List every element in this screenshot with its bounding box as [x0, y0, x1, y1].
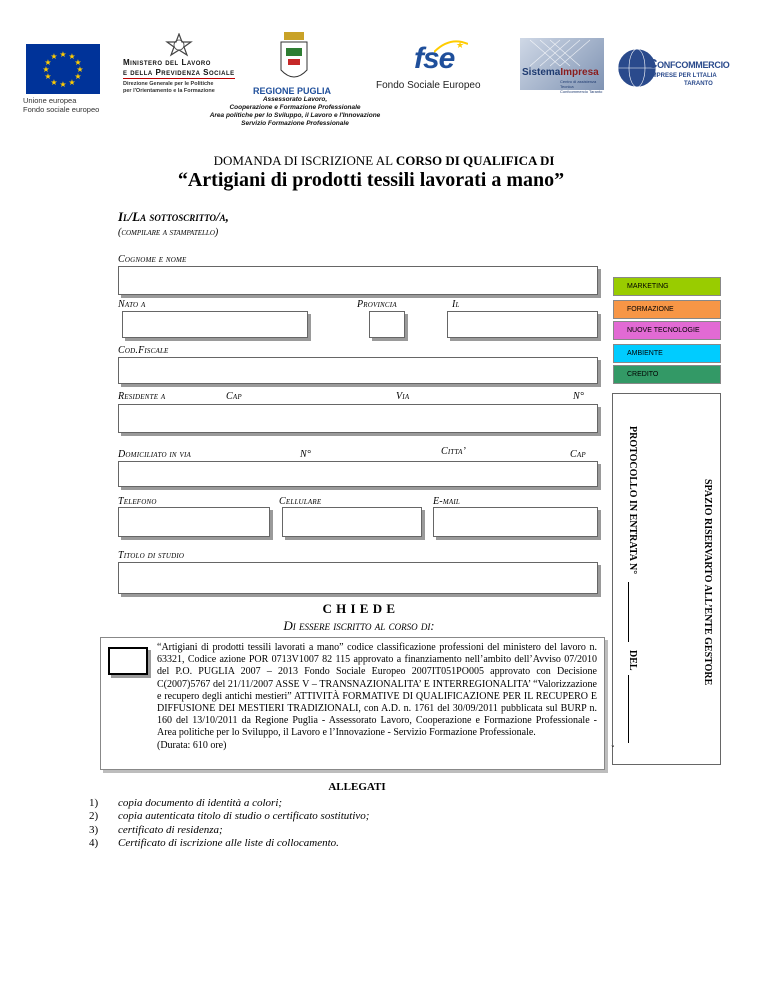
nato-a-input[interactable]: [122, 311, 308, 338]
fse-caption: Fondo Sociale Europeo: [376, 80, 481, 91]
course-checkbox[interactable]: [108, 647, 148, 675]
form-title: DOMANDA DI ISCRIZIONE AL CORSO DI QUALIFICA DI: [213, 153, 555, 168]
svg-text:★: ★: [74, 58, 82, 67]
category-ambiente: AMBIENTE: [613, 344, 721, 363]
category-formazione: FORMAZIONE: [613, 300, 721, 319]
course-description-text: “Artigiani di prodotti tessili lavorati a mano” codice classificazione professioni del ministero del lavoro n. 63321, Codice azione POR 0713V1007 82 115 approvato a finanziamento nell’ambito dell’Avviso 07/2010 del P.O. PUGLIA 2007 – 2013 Fondo Sociale Europeo 2007IT051PO005 approvato con Decisione C(2007)5767 del 21/11/2007 ASSE V – TRANSNAZIONALITA’ E INTERREGIONALITA’ “Valorizzazione e recupero degli antichi mestieri” ATTIVITÀ FORMATIVE DI QUALIFICAZIONE PER IL RECUPERO E DIFFUSIONE DEI MESTIERI TRADIZIONALI, con A.D. n. 1761 del 30/09/2011 pubblicata sul BURP n. 160 del 13/10/2011 da Regione Puglia - Assessorato Lavoro, Cooperazione e Formazione Professionale - Area politiche per lo Sviluppo, il Lavoro e l’Innovazione - Servizio Formazione Professionale. (Durata: 610 ore): [157, 642, 597, 751]
data-nascita-label: Il: [452, 299, 460, 310]
svg-text:★: ★: [76, 65, 84, 74]
telefono-label: Telefono: [118, 496, 157, 507]
del-label: DEL: [627, 650, 638, 671]
svg-text:★: ★: [44, 58, 52, 67]
dom-numero-label: N°: [300, 449, 312, 460]
sistema-impresa-logo: SistemaImpresa Centro di assistenza Tecnica Confcommercio Taranto: [520, 38, 604, 90]
confcommercio-title: Confcommercio: [648, 56, 730, 71]
cap-label: Cap: [226, 391, 242, 402]
telefono-input[interactable]: [118, 507, 270, 537]
confcommercio-subtitle: IMPRESE PER L'ITALIA TARANTO: [650, 73, 717, 87]
svg-text:★: ★: [74, 72, 82, 81]
via-label: Via: [396, 391, 410, 402]
svg-text:★: ★: [456, 41, 465, 51]
category-nuove-tecnologie: NUOVE TECNOLOGIE: [613, 321, 721, 340]
cognome-nome-input[interactable]: [118, 266, 598, 295]
course-duration: (Durata: 610 ore): [157, 739, 227, 751]
cod-fiscale-label: Cod.Fiscale: [118, 345, 169, 356]
svg-text:★: ★: [50, 78, 58, 87]
category-credito: CREDITO: [613, 365, 721, 384]
svg-text:★: ★: [68, 52, 76, 61]
chiede-heading: C H I E D E: [322, 601, 396, 616]
stampatello-note: (compilare a stampatello): [118, 227, 219, 238]
titolo-studio-label: Titolo di studio: [118, 550, 185, 561]
domiciliato-label: Domiciliato in via: [118, 449, 191, 460]
cellulare-label: Cellulare: [279, 496, 322, 507]
svg-text:★: ★: [42, 65, 50, 74]
del-line: [628, 675, 629, 743]
ministry-subtext: Direzione Generale per le Politiche per l'Orientamento e la Formazione: [123, 81, 215, 94]
numero-civico-label: N°: [573, 391, 585, 402]
nato-a-label: Nato a: [118, 299, 146, 310]
svg-text:★: ★: [59, 80, 67, 89]
eu-caption: Unione europea Fondo sociale europeo: [23, 96, 100, 114]
chiede-subheading: Di essere iscritto al corso di:: [283, 618, 435, 633]
eu-flag-logo: [26, 44, 100, 94]
email-label: E-mail: [433, 496, 460, 507]
provincia-label: Provincia: [357, 299, 397, 310]
list-item: 2) copia autenticata titolo di studio o certificato sostitutivo;: [89, 810, 370, 823]
list-item: 3) certificato di residenza;: [89, 823, 223, 836]
provincia-input[interactable]: [369, 311, 405, 338]
region-title: REGIONE PUGLIA: [253, 86, 332, 96]
domicilio-input[interactable]: [118, 461, 598, 487]
residente-a-label: Residente a: [118, 391, 166, 402]
fse-logo: fse: [414, 42, 455, 75]
citta-label: Citta’: [441, 446, 467, 457]
dom-cap-label: Cap: [570, 449, 586, 460]
course-title: “Artigiani di prodotti tessili lavorati a mano”: [177, 169, 565, 191]
del-comma: ,: [611, 745, 621, 748]
ministry-logo-text: Ministero del Lavoro e della Previdenza Sociale: [123, 58, 235, 77]
list-item: 1) copia documento di identità a colori;: [89, 797, 283, 809]
category-marketing: MARKETING: [613, 277, 721, 296]
grid-pattern-icon: [520, 38, 604, 68]
allegati-list: [89, 797, 369, 850]
regione-puglia-crest-icon: [278, 30, 310, 86]
reserved-space-label: SPAZIO RISERVARTO ALL’ENTE GESTORE: [702, 479, 713, 686]
svg-text:★: ★: [68, 78, 76, 87]
region-subtitle: Assessorato Lavoro, Cooperazione e Formazione Professionale Area politiche per lo Sviluppo, il Lavoro e l'Innovazione Servizio Formazione Professionale: [209, 96, 381, 127]
cognome-nome-label: Cognome e nome: [118, 254, 187, 265]
svg-text:★: ★: [50, 52, 58, 61]
titolo-studio-input[interactable]: [118, 562, 598, 594]
list-item: 4) Certificato di iscrizione alle liste di collocamento.: [89, 836, 339, 849]
republic-emblem-icon: [165, 33, 193, 57]
data-nascita-input[interactable]: [447, 311, 598, 338]
applicant-heading: Il/La sottoscritto/a,: [118, 209, 229, 224]
protocollo-label: PROTOCOLLO IN ENTRATA N°: [627, 426, 638, 575]
cod-fiscale-input[interactable]: [118, 357, 598, 384]
svg-text:★: ★: [44, 72, 52, 81]
allegati-heading: ALLEGATI: [328, 781, 386, 793]
cellulare-input[interactable]: [282, 507, 422, 537]
course-description-box: [100, 637, 605, 770]
svg-text:★: ★: [59, 50, 67, 59]
residenza-input[interactable]: [118, 404, 598, 433]
fse-star-icon: [434, 38, 468, 54]
email-input[interactable]: [433, 507, 598, 537]
